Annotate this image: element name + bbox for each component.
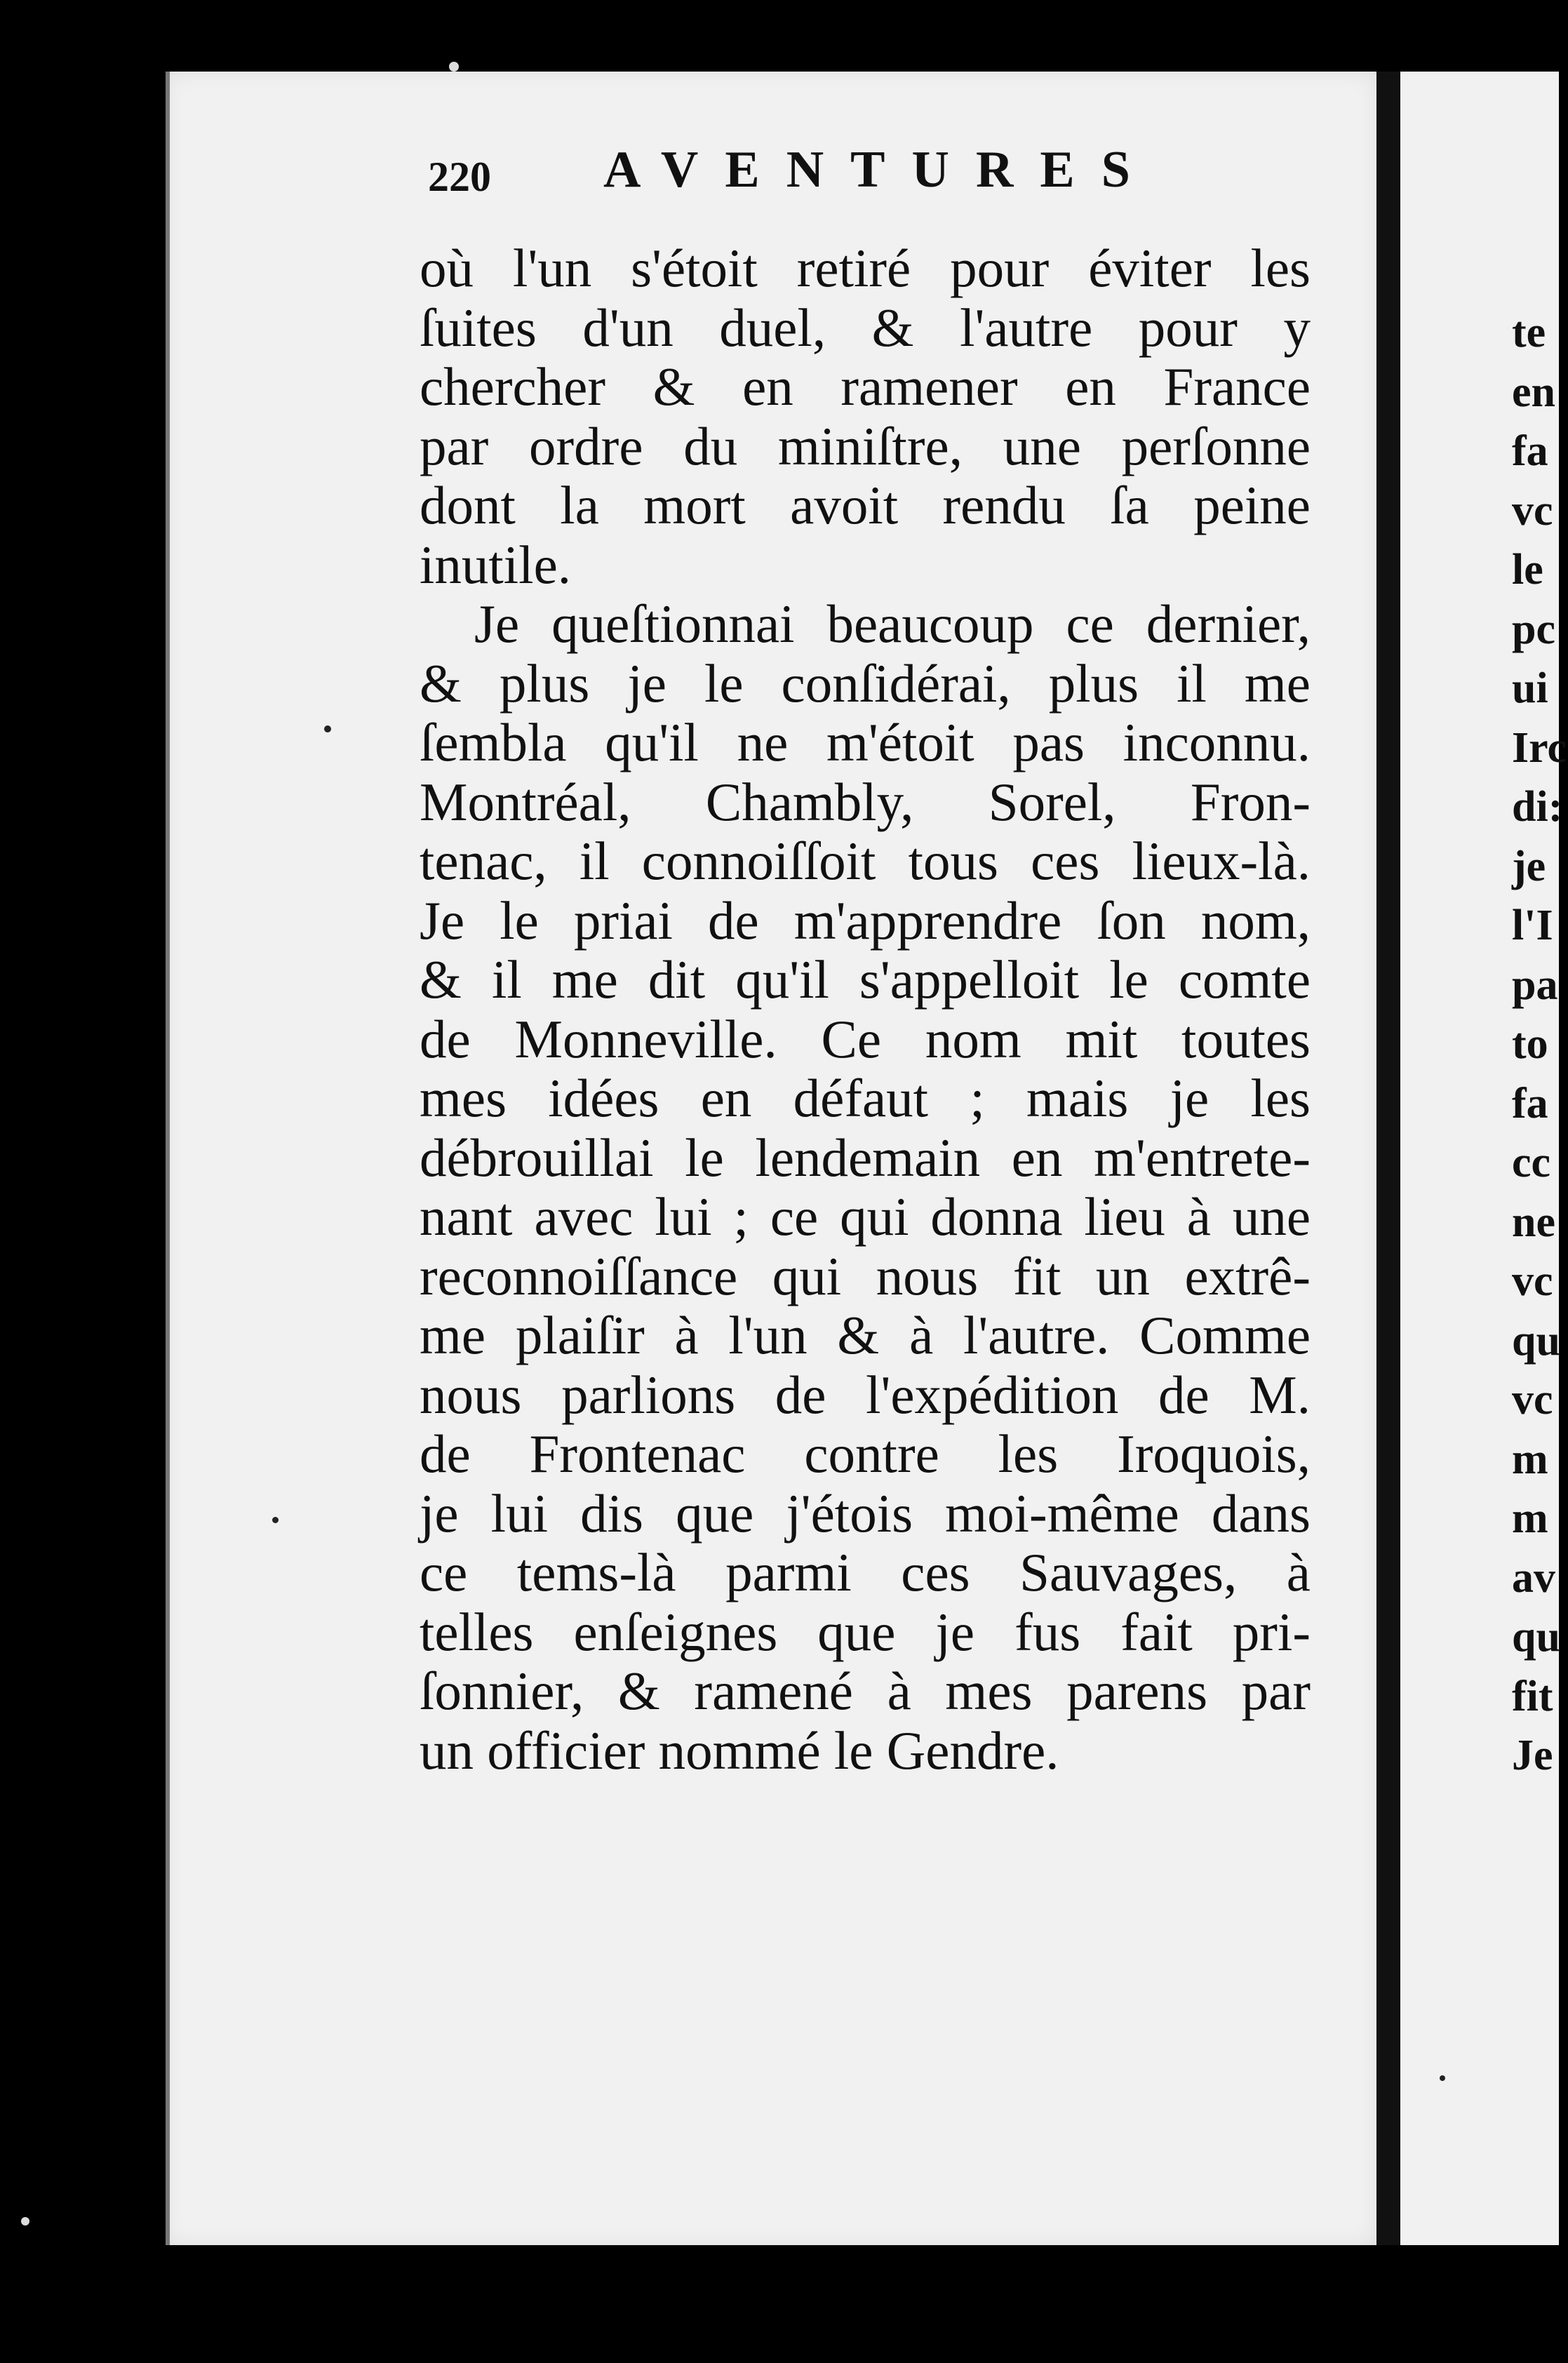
fragment-line: Je bbox=[1512, 1732, 1553, 1779]
running-title: AVENTURES bbox=[603, 141, 1157, 199]
fragment-line: m bbox=[1512, 1494, 1548, 1542]
text-line: inutile. bbox=[420, 534, 571, 595]
text-line: ce tems-là parmi ces Sauvages, à bbox=[420, 1542, 1311, 1602]
fragment-line: cc bbox=[1512, 1139, 1551, 1186]
text-line: ſuites d'un duel, & l'autre pour y bbox=[420, 297, 1311, 358]
text-line: où l'un s'étoit retiré pour éviter les bbox=[420, 238, 1311, 298]
text-line: de Monneville. Ce nom mit toutes bbox=[420, 1008, 1311, 1069]
fragment-line: pc bbox=[1512, 605, 1555, 653]
text-line: me plaiſir à l'un & à l'autre. Comme bbox=[420, 1305, 1311, 1365]
text-line: de Frontenac contre les Iroquois, bbox=[420, 1424, 1311, 1484]
scan-speck bbox=[324, 725, 331, 732]
scan-speck bbox=[1440, 2075, 1445, 2081]
book-gutter bbox=[1376, 72, 1400, 2245]
text-line: dont la mort avoit rendu ſa peine bbox=[420, 475, 1311, 535]
text-line: par ordre du miniſtre, une perſonne bbox=[420, 415, 1311, 476]
text-line: nous parlions de l'expédition de M. bbox=[420, 1364, 1311, 1425]
text-line: reconnoiſſance qui nous fit un extrê- bbox=[420, 1245, 1311, 1306]
fragment-line: av bbox=[1512, 1553, 1555, 1602]
text-line: chercher & en ramener en France bbox=[420, 356, 1311, 417]
text-line: Je queſtionnai beaucoup ce dernier, bbox=[474, 594, 1311, 654]
text-line: tenac, il connoiſſoit tous ces lieux-là. bbox=[420, 831, 1311, 891]
fragment-line: vc bbox=[1512, 1376, 1553, 1424]
fragment-line: Irc bbox=[1512, 723, 1567, 772]
fragment-line: to bbox=[1512, 1020, 1548, 1068]
text-line: ſonnier, & ramené à mes parens par bbox=[420, 1661, 1311, 1721]
text-line: telles enſeignes que je fus fait pri- bbox=[420, 1601, 1311, 1662]
fragment-line: vc bbox=[1512, 1257, 1553, 1305]
fragment-line: qu bbox=[1512, 1316, 1560, 1365]
fragment-line: en bbox=[1512, 368, 1555, 416]
scan-speck bbox=[272, 1517, 279, 1523]
scan-speck bbox=[449, 62, 459, 72]
fragment-line: qu bbox=[1512, 1613, 1560, 1661]
fragment-line: je bbox=[1512, 842, 1546, 890]
scan-speck bbox=[21, 2217, 29, 2225]
fragment-line: l'I bbox=[1512, 902, 1553, 949]
text-line: ſembla qu'il ne m'étoit pas inconnu. bbox=[420, 712, 1311, 772]
text-line: & il me dit qu'il s'appelloit le comte bbox=[420, 949, 1311, 1010]
text-line: débrouillai le lendemain en m'entrete- bbox=[420, 1127, 1311, 1188]
text-line: mes idées en défaut ; mais je les bbox=[420, 1068, 1311, 1128]
text-line: Je le priai de m'apprendre ſon nom, bbox=[420, 890, 1311, 951]
next-page-text-fragments bbox=[1512, 303, 1568, 1786]
fragment-line: ui bbox=[1512, 664, 1548, 712]
fragment-line: te bbox=[1512, 309, 1546, 356]
fragment-line: m bbox=[1512, 1435, 1548, 1483]
text-line: un officier nommé le Gendre. bbox=[420, 1720, 1059, 1781]
text-line: je lui dis que j'étois moi-même dans bbox=[420, 1482, 1311, 1544]
text-line: Montréal, Chambly, Sorel, Fron- bbox=[420, 771, 1311, 832]
fragment-line: di: bbox=[1512, 783, 1563, 831]
fragment-line: fa bbox=[1512, 1079, 1548, 1127]
fragment-line: pa bbox=[1512, 960, 1558, 1009]
text-line: & plus je le conſidérai, plus il me bbox=[420, 652, 1311, 714]
page-number: 220 bbox=[428, 154, 491, 200]
body-text bbox=[420, 239, 1311, 1780]
fragment-line: vc bbox=[1512, 486, 1553, 535]
fragment-line: fit bbox=[1512, 1672, 1553, 1720]
text-line: nant avec lui ; ce qui donna lieu à une bbox=[420, 1186, 1311, 1247]
fragment-line: le bbox=[1512, 546, 1543, 594]
page-header bbox=[428, 140, 1305, 217]
fragment-line: fa bbox=[1512, 427, 1548, 475]
fragment-line: ne bbox=[1512, 1198, 1555, 1246]
